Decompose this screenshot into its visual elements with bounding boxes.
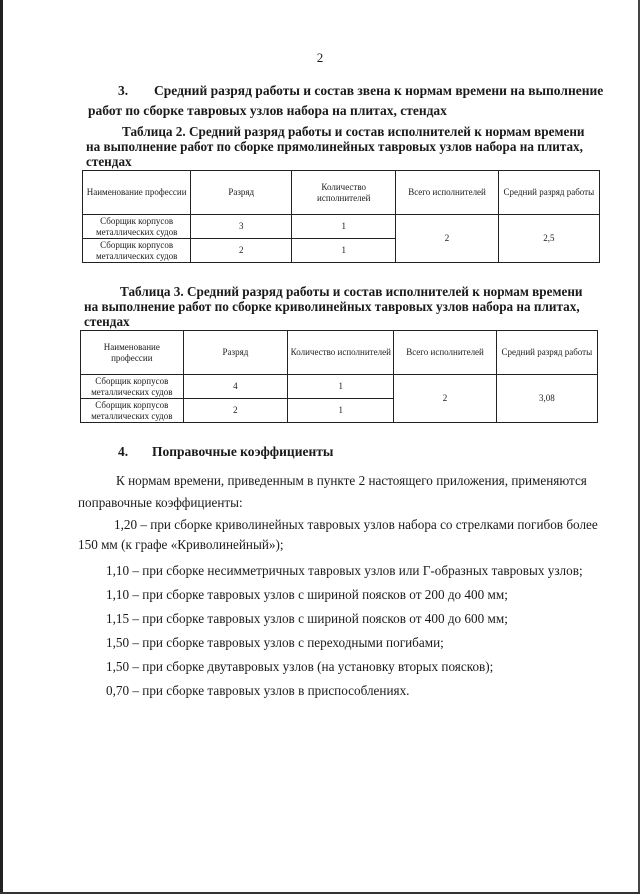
cell-count: 1 [292, 239, 396, 263]
table-row [83, 215, 600, 239]
cell-grade: 3 [191, 215, 292, 239]
cell-profession: Сборщик корпусов металлических судов [83, 215, 191, 239]
table-3-caption [84, 284, 604, 329]
table-2-caption-line2: на выполнение работ по сборке прямолинейных тавровых узлов набора на плитах, [86, 139, 583, 154]
cell-total: 2 [396, 215, 498, 263]
header-avg-grade: Средний разряд работы [496, 331, 597, 375]
page-number: 2 [316, 50, 324, 65]
header-grade: Разряд [183, 331, 288, 375]
cell-avg-grade: 3,08 [496, 375, 597, 423]
cell-total: 2 [394, 375, 496, 423]
cell-avg-grade: 2,5 [498, 215, 599, 263]
list-item: 0,70 – при сборке тавровых узлов в приспособлениях. [106, 683, 410, 698]
section-4-intro-line2: поправочные коэффициенты: [78, 495, 243, 510]
table-2-header-row [83, 171, 600, 215]
cell-grade: 4 [183, 375, 288, 399]
header-count: Количество исполнителей [292, 171, 396, 215]
table-3-caption-line3: стендах [84, 314, 130, 329]
cell-count: 1 [288, 375, 394, 399]
list-item: 1,15 – при сборке тавровых узлов с шириной поясков от 400 до 600 мм; [106, 611, 508, 626]
table-row [81, 375, 598, 399]
header-total: Всего исполнителей [394, 331, 496, 375]
section-3-title-line2: работ по сборке тавровых узлов набора на плитах, стендах [88, 103, 447, 118]
table-3-header-row [81, 331, 598, 375]
header-count: Количество исполнителей [288, 331, 394, 375]
table-3-caption-line2: на выполнение работ по сборке криволинейных тавровых узлов набора на плитах, [84, 299, 580, 314]
cell-count: 1 [292, 215, 396, 239]
header-avg-grade: Средний разряд работы [498, 171, 599, 215]
section-4-title: Поправочные коэффициенты [152, 444, 334, 459]
table-2-caption-line3: стендах [86, 154, 132, 169]
header-total: Всего исполнителей [396, 171, 498, 215]
section-4-intro-line1: К нормам времени, приведенным в пункте 2 настоящего приложения, применяются [116, 473, 587, 488]
section-4-number: 4. [118, 444, 129, 459]
coefficient-line-cont: 150 мм (к графе «Криволинейный»); [78, 537, 284, 552]
section-3-heading [88, 81, 608, 121]
list-item: 1,50 – при сборке тавровых узлов с переходными погибами; [106, 635, 444, 650]
cell-grade: 2 [183, 399, 288, 423]
table-2-caption [86, 124, 606, 169]
table-2-caption-line1: Таблица 2. Средний разряд работы и состав исполнителей к нормам времени [122, 124, 585, 139]
section-3-title-line1: Средний разряд работы и состав звена к нормам времени на выполнение [154, 83, 604, 98]
list-item [78, 515, 598, 555]
scan-edge-left [0, 0, 3, 894]
section-4-heading [118, 444, 333, 460]
header-profession: Наименование профессии [81, 331, 184, 375]
section-3-number: 3. [118, 83, 129, 98]
cell-profession: Сборщик корпусов металлических судов [81, 399, 184, 423]
header-grade: Разряд [191, 171, 292, 215]
cell-profession: Сборщик корпусов металлических судов [81, 375, 184, 399]
list-item: 1,50 – при сборке двутавровых узлов (на установку вторых поясков); [106, 659, 494, 674]
table-3-caption-line1: Таблица 3. Средний разряд работы и состав исполнителей к нормам времени [120, 284, 583, 299]
table-3 [80, 330, 598, 423]
cell-count: 1 [288, 399, 394, 423]
list-item: 1,10 – при сборке тавровых узлов с шириной поясков от 200 до 400 мм; [106, 587, 508, 602]
list-item: 1,10 – при сборке несимметричных тавровых узлов или Г-образных тавровых узлов; [106, 563, 583, 578]
header-profession: Наименование профессии [83, 171, 191, 215]
section-4-intro [78, 470, 598, 514]
cell-profession: Сборщик корпусов металлических судов [83, 239, 191, 263]
coefficient-line: 1,20 – при сборке криволинейных тавровых узлов набора со стрелками погибов более [114, 517, 598, 532]
table-2 [82, 170, 600, 263]
cell-grade: 2 [191, 239, 292, 263]
